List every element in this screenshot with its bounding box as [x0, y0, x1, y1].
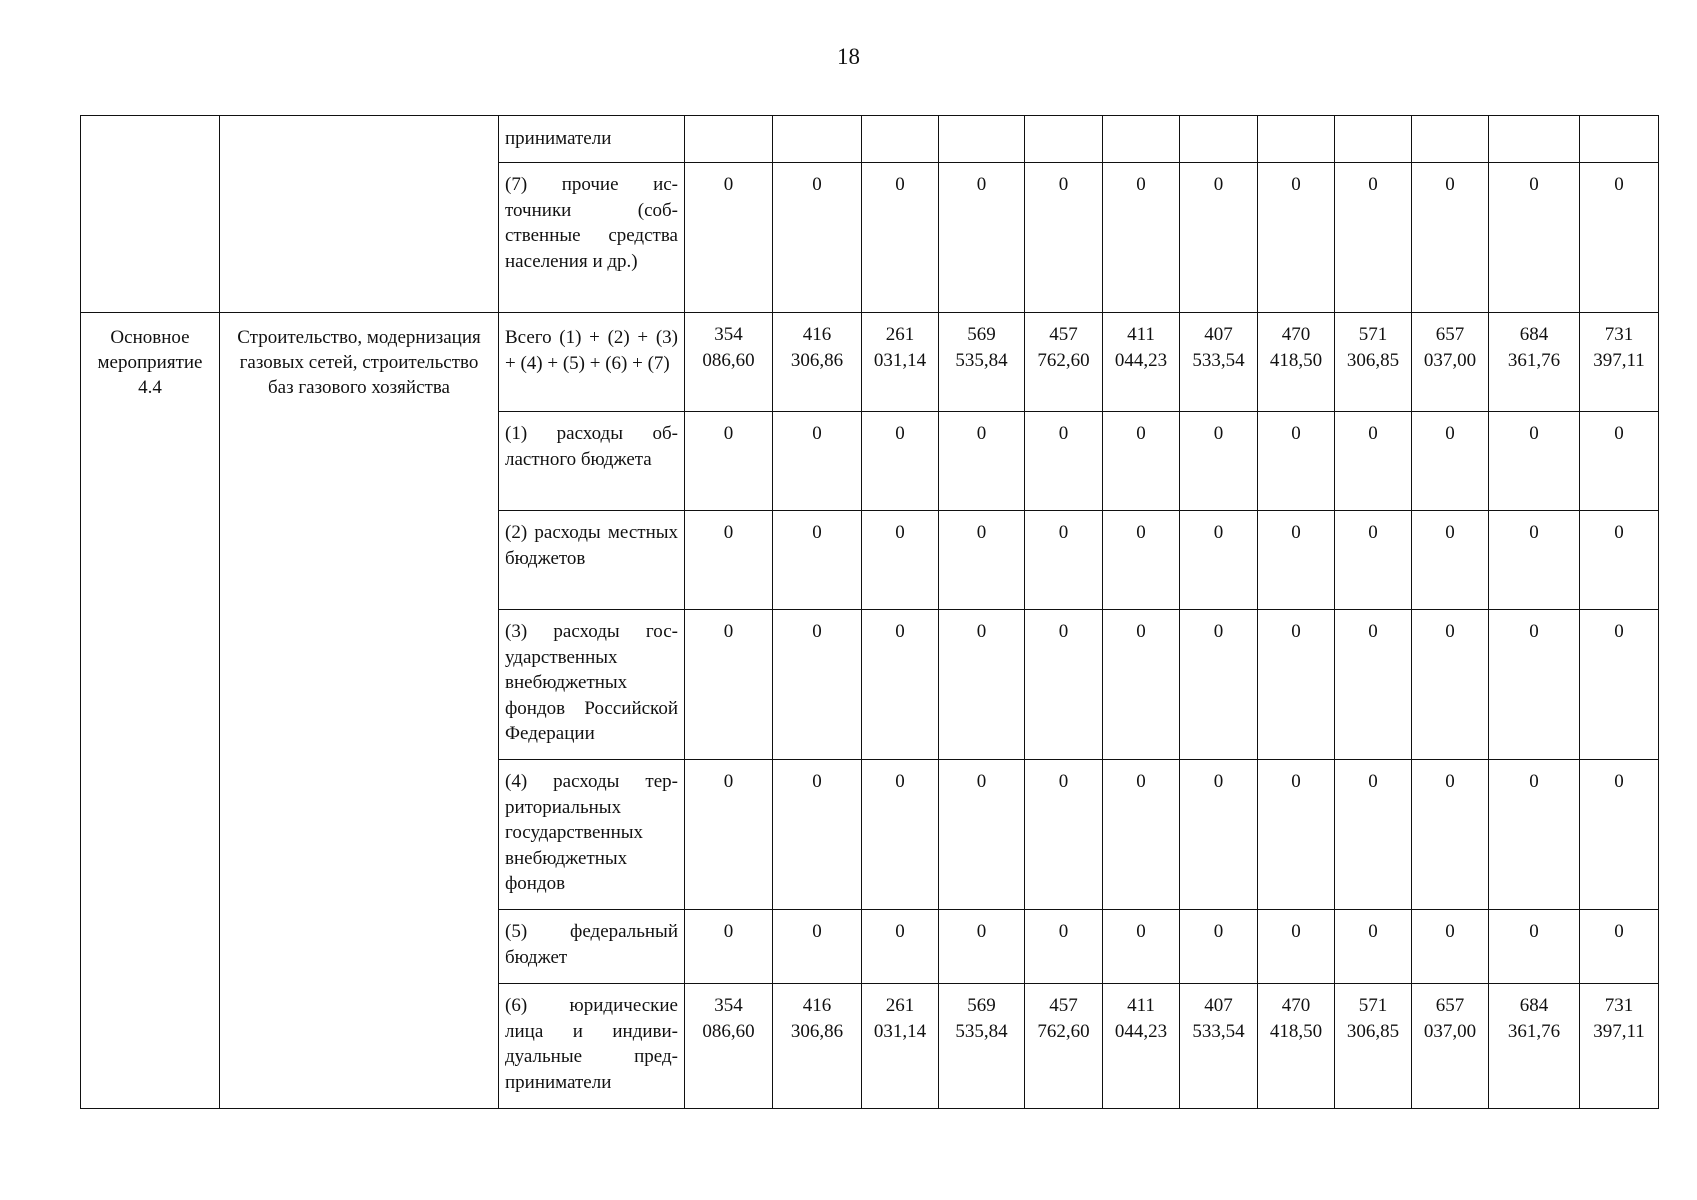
value-cell: 261 031,14: [862, 313, 939, 412]
value-cell: 0: [1412, 511, 1489, 610]
value-cell: 0: [685, 163, 773, 313]
table-body: [81, 116, 1659, 1109]
value-cell: 470 418,50: [1258, 984, 1335, 1109]
value-cell: 0: [862, 760, 939, 910]
value-cell: 0: [1412, 412, 1489, 511]
source-cell: приниматели: [499, 116, 685, 163]
value-cell: 416 306,86: [773, 313, 862, 412]
value-cell: 0: [1025, 163, 1103, 313]
value-cell: 0: [939, 760, 1025, 910]
value-cell: 457 762,60: [1025, 984, 1103, 1109]
value-cell: 0: [1258, 511, 1335, 610]
value-cell: 0: [939, 163, 1025, 313]
value-cell: 0: [862, 163, 939, 313]
value-cell: 0: [1580, 910, 1659, 984]
value-cell: 0: [1103, 163, 1180, 313]
source-cell: (7) прочие источники (собственные средства населения и др.): [499, 163, 685, 313]
value-cell: 0: [862, 511, 939, 610]
value-cell: 0: [1489, 511, 1580, 610]
value-cell: 0: [1580, 610, 1659, 760]
value-cell: 0: [1489, 910, 1580, 984]
value-cell: 0: [1335, 910, 1412, 984]
source-cell: (6) юридические лица и индивидуальные предприниматели: [499, 984, 685, 1109]
value-cell: 0: [1103, 511, 1180, 610]
value-cell: 0: [685, 412, 773, 511]
value-cell: 0: [939, 610, 1025, 760]
page-number: 18: [837, 44, 860, 69]
event-cell-empty: [81, 116, 220, 313]
value-cell: 407 533,54: [1180, 313, 1258, 412]
value-cell: 416 306,86: [773, 984, 862, 1109]
value-cell: 0: [1580, 163, 1659, 313]
value-cell: [1412, 116, 1489, 163]
value-cell: 0: [1335, 610, 1412, 760]
value-cell: [1103, 116, 1180, 163]
value-cell: 0: [1489, 610, 1580, 760]
value-cell: 411 044,23: [1103, 984, 1180, 1109]
value-cell: 731 397,11: [1580, 313, 1659, 412]
value-cell: 0: [1335, 511, 1412, 610]
source-cell: (4) расходы территориальных государственных внебюджетных фондов: [499, 760, 685, 910]
value-cell: 0: [1180, 163, 1258, 313]
value-cell: 0: [773, 412, 862, 511]
value-cell: 0: [1025, 760, 1103, 910]
value-cell: [1180, 116, 1258, 163]
value-cell: 0: [939, 511, 1025, 610]
value-cell: [1580, 116, 1659, 163]
value-cell: [1489, 116, 1580, 163]
value-cell: 0: [1180, 511, 1258, 610]
value-cell: [1025, 116, 1103, 163]
event-label-cell: Основное мероприятие 4.4: [81, 313, 220, 1109]
value-cell: [685, 116, 773, 163]
value-cell: 0: [1489, 412, 1580, 511]
value-cell: 684 361,76: [1489, 313, 1580, 412]
table-row: [81, 313, 1659, 412]
value-cell: 0: [1335, 412, 1412, 511]
value-cell: 0: [1025, 610, 1103, 760]
value-cell: [1258, 116, 1335, 163]
value-cell: 0: [773, 760, 862, 910]
value-cell: 470 418,50: [1258, 313, 1335, 412]
value-cell: 0: [1335, 163, 1412, 313]
budget-table: [80, 115, 1659, 1109]
value-cell: 0: [862, 910, 939, 984]
value-cell: 569 535,84: [939, 313, 1025, 412]
source-cell: (3) расходы государственных внебюджетных фондов Российской Федерации: [499, 610, 685, 760]
value-cell: 657 037,00: [1412, 984, 1489, 1109]
source-cell: Всего (1) + (2) + (3) + (4) + (5) + (6) + (7): [499, 313, 685, 412]
value-cell: 407 533,54: [1180, 984, 1258, 1109]
value-cell: 411 044,23: [1103, 313, 1180, 412]
event-name-cell: Строительство, модернизация газовых сетей, строительство баз газового хозяйства: [220, 313, 499, 1109]
value-cell: 0: [773, 610, 862, 760]
value-cell: 0: [1180, 910, 1258, 984]
source-cell: (5) федеральный бюджет: [499, 910, 685, 984]
value-cell: 457 762,60: [1025, 313, 1103, 412]
value-cell: 0: [1580, 760, 1659, 910]
value-cell: 0: [1580, 412, 1659, 511]
value-cell: 0: [862, 412, 939, 511]
value-cell: 0: [1258, 760, 1335, 910]
value-cell: 0: [1258, 163, 1335, 313]
value-cell: 0: [1489, 163, 1580, 313]
value-cell: 569 535,84: [939, 984, 1025, 1109]
value-cell: 684 361,76: [1489, 984, 1580, 1109]
value-cell: 0: [1180, 610, 1258, 760]
value-cell: 0: [685, 511, 773, 610]
value-cell: 0: [1258, 412, 1335, 511]
source-cell: (2) расходы местных бюджетов: [499, 511, 685, 610]
value-cell: 0: [685, 910, 773, 984]
value-cell: 0: [773, 910, 862, 984]
value-cell: 657 037,00: [1412, 313, 1489, 412]
value-cell: 0: [1335, 760, 1412, 910]
value-cell: 0: [1103, 412, 1180, 511]
value-cell: 0: [1580, 511, 1659, 610]
value-cell: [939, 116, 1025, 163]
value-cell: 354 086,60: [685, 313, 773, 412]
value-cell: 0: [1025, 511, 1103, 610]
value-cell: 0: [1412, 163, 1489, 313]
value-cell: 0: [1258, 910, 1335, 984]
value-cell: 0: [1412, 760, 1489, 910]
value-cell: 0: [1412, 610, 1489, 760]
value-cell: 0: [685, 760, 773, 910]
value-cell: 731 397,11: [1580, 984, 1659, 1109]
value-cell: 571 306,85: [1335, 313, 1412, 412]
value-cell: 0: [1180, 760, 1258, 910]
value-cell: 0: [1489, 760, 1580, 910]
value-cell: 0: [1103, 910, 1180, 984]
value-cell: [862, 116, 939, 163]
value-cell: 0: [862, 610, 939, 760]
value-cell: 0: [1258, 610, 1335, 760]
value-cell: 571 306,85: [1335, 984, 1412, 1109]
value-cell: 0: [939, 412, 1025, 511]
value-cell: 0: [1103, 760, 1180, 910]
source-cell: (1) расходы областного бюджета: [499, 412, 685, 511]
value-cell: [1335, 116, 1412, 163]
name-cell-empty: [220, 116, 499, 313]
value-cell: 261 031,14: [862, 984, 939, 1109]
value-cell: 0: [1025, 412, 1103, 511]
value-cell: 0: [773, 511, 862, 610]
value-cell: 0: [1412, 910, 1489, 984]
value-cell: 0: [1180, 412, 1258, 511]
value-cell: [773, 116, 862, 163]
value-cell: 0: [1025, 910, 1103, 984]
value-cell: 0: [939, 910, 1025, 984]
table-row: [81, 116, 1659, 163]
value-cell: 0: [685, 610, 773, 760]
value-cell: 354 086,60: [685, 984, 773, 1109]
value-cell: 0: [773, 163, 862, 313]
value-cell: 0: [1103, 610, 1180, 760]
